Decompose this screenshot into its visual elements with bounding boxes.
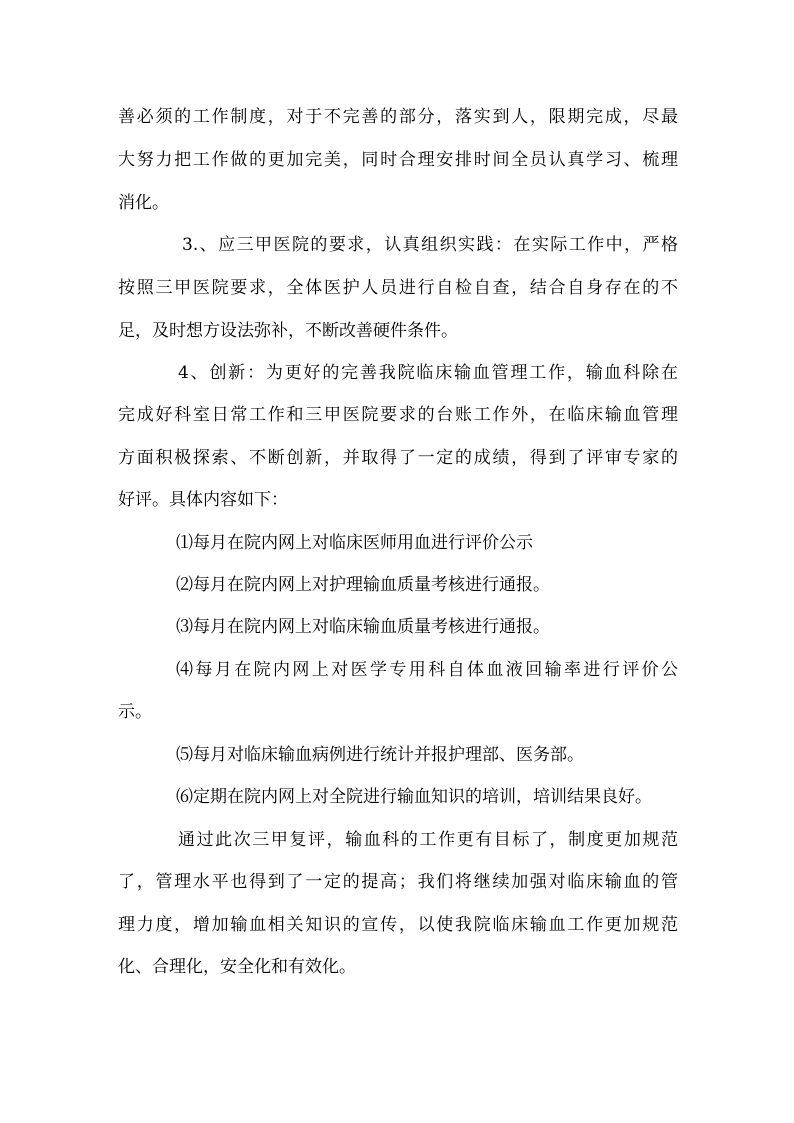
paragraph-3-line-3: 方面积极探索、不断创新，并取得了一定的成绩，得到了评审专家的 <box>118 448 678 468</box>
paragraph-2-line-2: 按照三甲医院要求，全体医护人员进行自检自查，结合自身存在的不 <box>118 278 678 298</box>
list-item-1: ⑴每月在院内网上对临床医师用血进行评价公示 <box>176 533 533 553</box>
list-item-6: ⑹定期在院内网上对全院进行输血知识的培训，培训结果良好。 <box>176 787 652 807</box>
paragraph-3-line-4: 好评。具体内容如下： <box>118 490 288 510</box>
paragraph-3-line-2: 完成好科室日常工作和三甲医院要求的台账工作外，在临床输血管理 <box>118 405 678 425</box>
list-item-3: ⑶每月在院内网上对临床输血质量考核进行通报。 <box>176 617 550 637</box>
list-item-4-line-1: ⑷每月在院内网上对医学专用科自体血液回输率进行评价公 <box>176 660 678 680</box>
paragraph-2-line-3: 足，及时想方设法弥补，不断改善硬件条件。 <box>118 321 458 341</box>
list-item-4-line-2: 示。 <box>118 702 152 722</box>
paragraph-3-line-1: 4、创新：为更好的完善我院临床输血管理工作，输血科除在 <box>178 363 678 383</box>
paragraph-final-line-2: 了，管理水平也得到了一定的提高；我们将继续加强对临床输血的管 <box>118 872 678 892</box>
paragraph-1-line-3: 消化。 <box>118 193 169 213</box>
list-item-2: ⑵每月在院内网上对护理输血质量考核进行通报。 <box>176 575 550 595</box>
paragraph-final-line-3: 理力度，增加输血相关知识的宣传，以使我院临床输血工作更加规范 <box>118 915 678 935</box>
paragraph-2-line-1: 3.、应三甲医院的要求，认真组织实践：在实际工作中，严格 <box>182 235 678 255</box>
paragraph-1-line-2: 大努力把工作做的更加完美，同时合理安排时间全员认真学习、梳理 <box>118 150 678 170</box>
paragraph-final-line-1: 通过此次三甲复评，输血科的工作更有目标了，制度更加规范 <box>178 830 678 850</box>
list-item-5: ⑸每月对临床输血病例进行统计并报护理部、医务部。 <box>176 745 584 765</box>
paragraph-1-line-1: 善必须的工作制度，对于不完善的部分，落实到人，限期完成，尽最 <box>118 107 678 127</box>
paragraph-final-line-4: 化、合理化，安全化和有效化。 <box>118 957 356 977</box>
